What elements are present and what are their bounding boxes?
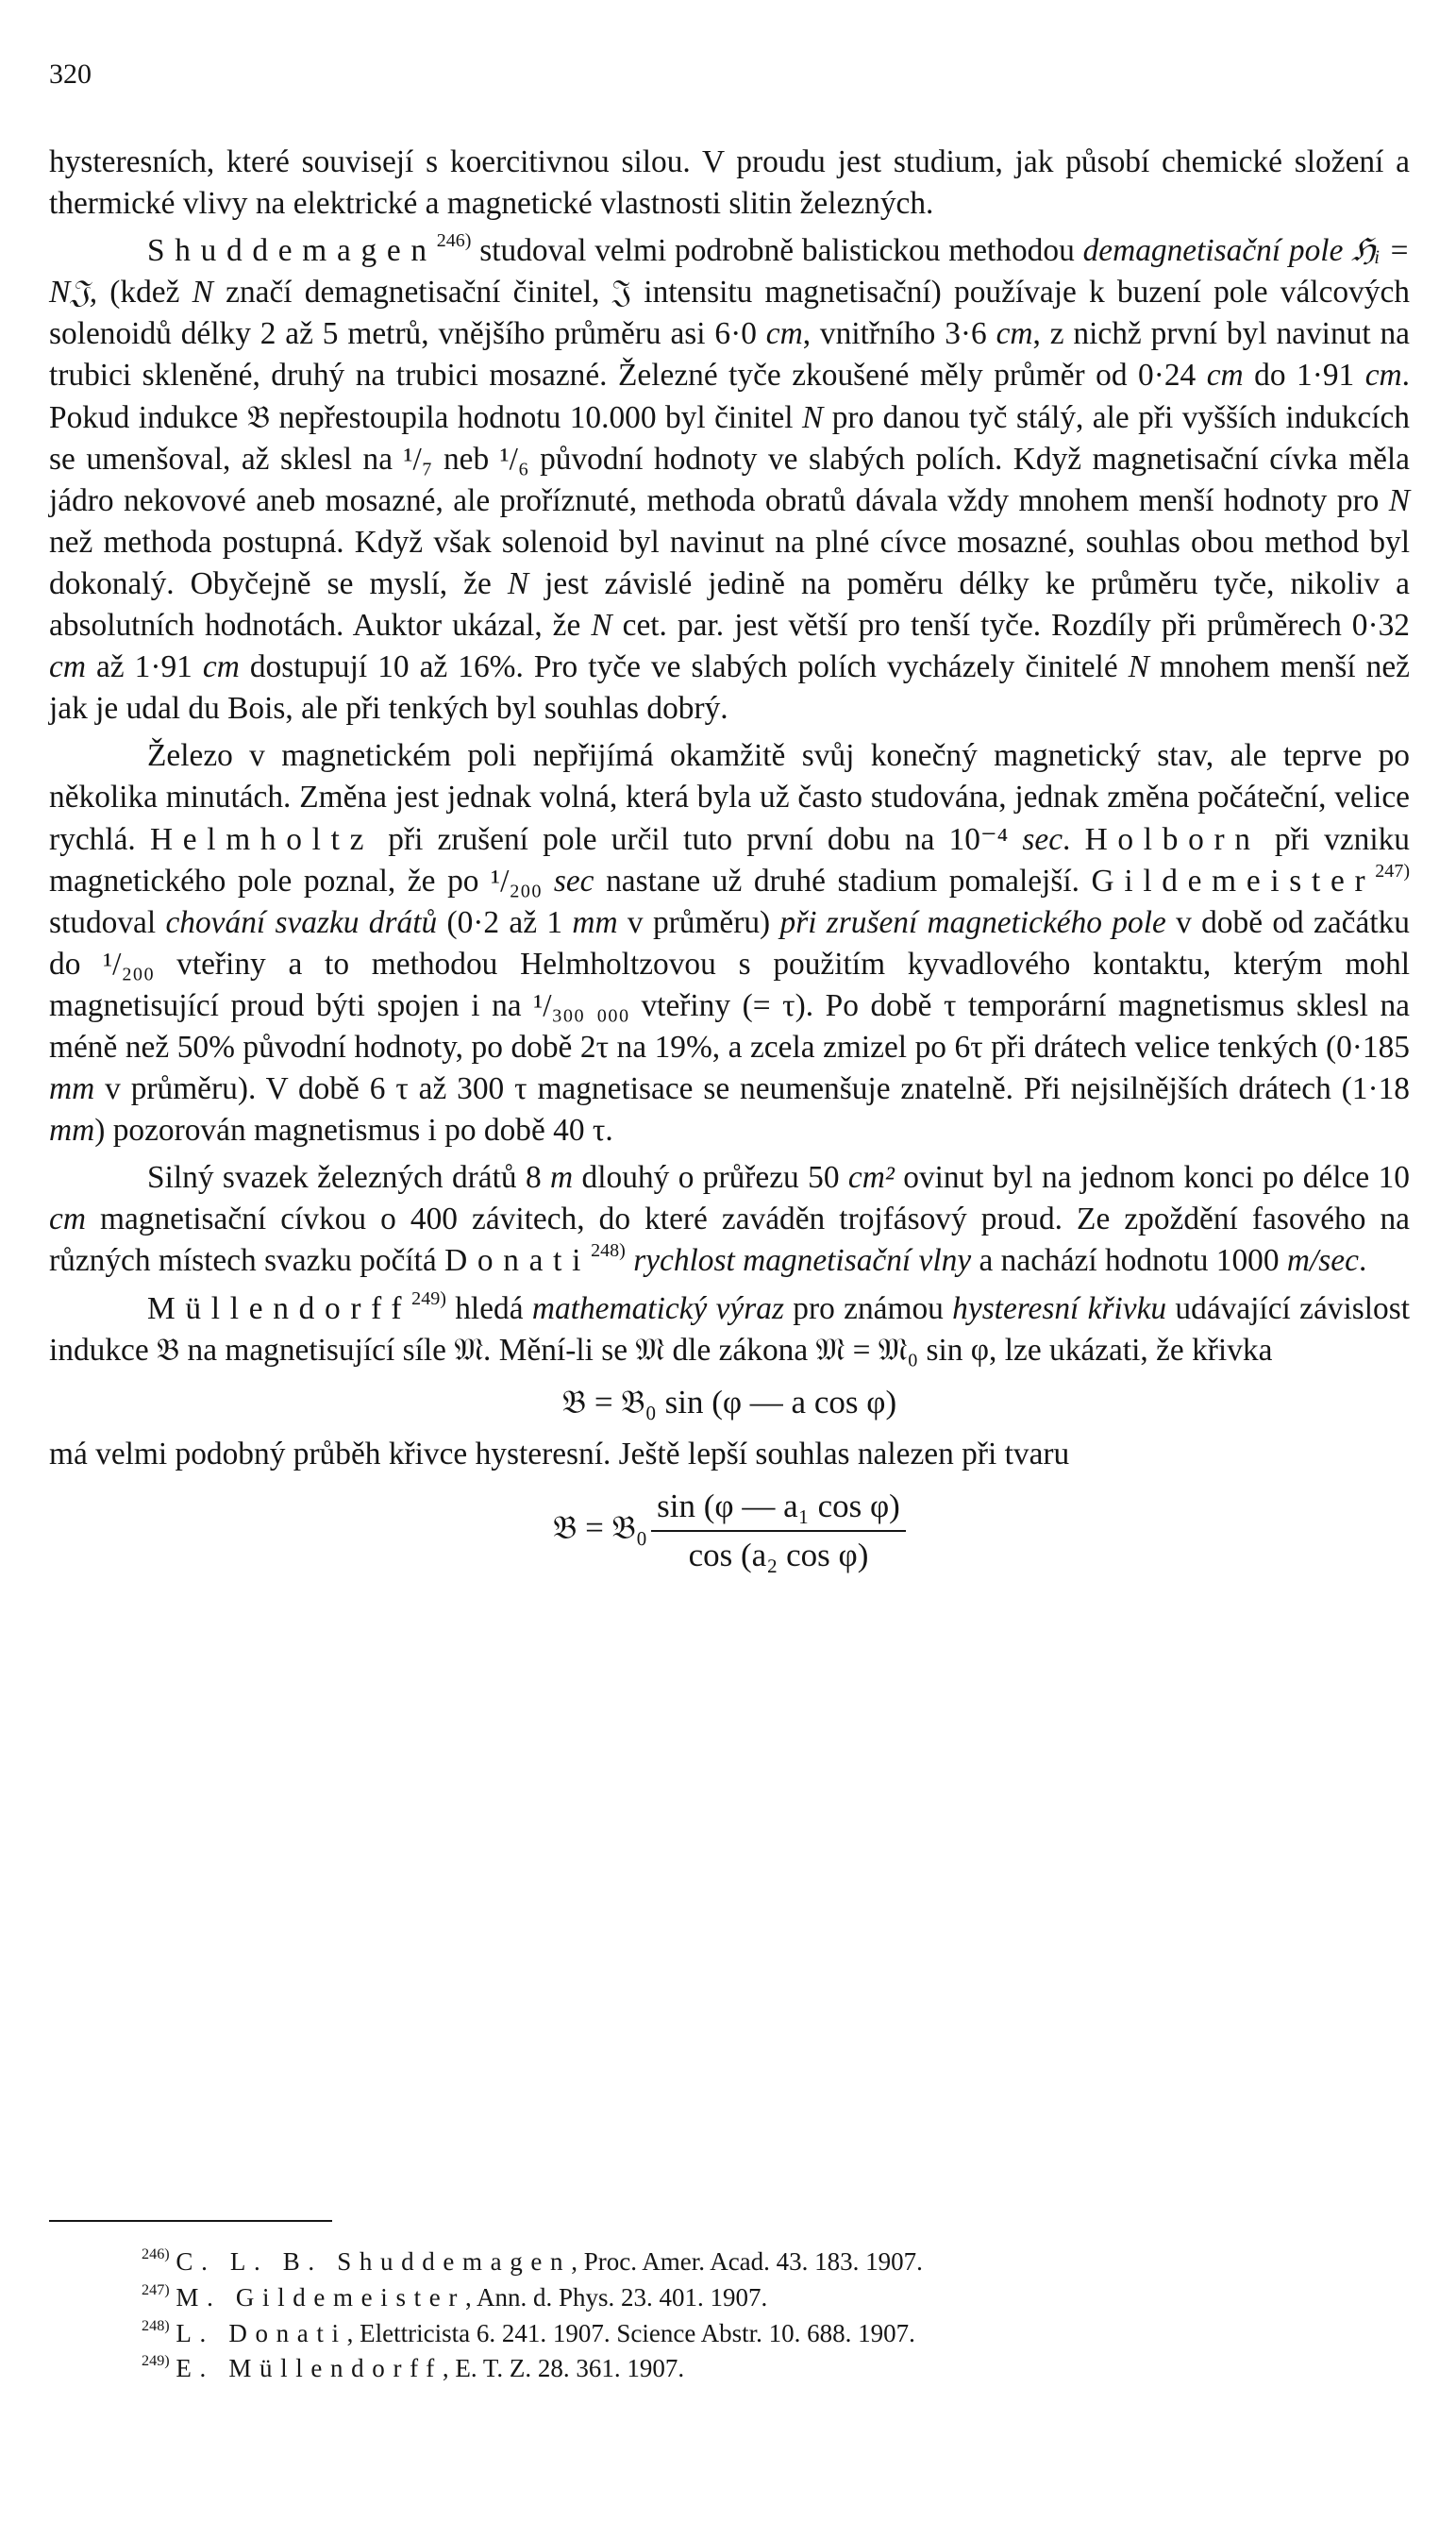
text-run: , vnitřního 3·6 — [802, 316, 996, 352]
paragraph-5 — [49, 1288, 1410, 1371]
text-run: Silný svazek železných drátů 8 — [147, 1160, 551, 1196]
unit: mm — [49, 1071, 95, 1107]
text-run: při vzniku magnetického pole poznal, že po ¹/₂₀₀ — [49, 821, 1410, 899]
symbol: N — [1388, 482, 1410, 518]
unit: cm — [49, 649, 86, 685]
text-run: a nachází hodnotu 1000 — [971, 1243, 1287, 1279]
term: mathematický výraz — [531, 1290, 784, 1326]
author-name: Shuddemagen — [147, 233, 437, 269]
text-run: udávající závislost indukce 𝔅 na magnetisující síle 𝔐. Mění-li se 𝔐 dle zákona 𝔐 = 𝔐₀ sin φ, lze ukázati, že křivka — [49, 1290, 1410, 1368]
paragraph-2 — [49, 230, 1410, 730]
footnote-mark: 246) — [142, 2245, 170, 2262]
footnote-text: , Proc. Amer. Acad. 43. 183. 1907. — [571, 2247, 923, 2276]
text-run: hledá — [445, 1290, 532, 1326]
text-run: do 1·91 — [1243, 358, 1365, 394]
text-run: v době od začátku do ¹/₂₀₀ vteřiny a to methodou Helmholtzovou s použitím kyvadlového kontaktu, kterým mohl magnetisující proud býti spojen i na ¹/₃₀₀ ₀₀₀ vteřiny (= τ). Po době τ temporární magnetismus sklesl na méně než 50% původní hodnoty, po době 2τ na 19%, a zcela zmizel po 6τ při drátech velice tenkých (0·185 — [49, 904, 1410, 1065]
unit: cm — [49, 1202, 86, 1237]
text-run: v průměru). V době 6 τ až 300 τ magnetisace se neumenšuje znatelně. Při nejsilnějších drátech (1·18 — [94, 1071, 1410, 1107]
text-run: ovinut byl na jednom konci po délce 10 — [894, 1160, 1410, 1196]
footnote — [142, 2351, 1368, 2387]
symbol: N — [1128, 649, 1149, 685]
text-run: dlouhý o průřezu 50 — [573, 1160, 848, 1196]
term: demagnetisační pole — [1082, 233, 1344, 269]
text-run: než methoda postupná. Když však solenoid byl navinut na plné cívce mosazné, souhlas obou method byl dokonalý. Obyčejně se myslí, že — [49, 524, 1410, 601]
text-run: v průměru) — [617, 904, 780, 940]
formula-1: 𝔅 = 𝔅₀ sin (φ — a cos φ) — [561, 1383, 897, 1421]
formula-2 — [49, 1485, 1410, 1577]
unit: m — [550, 1160, 574, 1196]
unit: cm — [1364, 358, 1402, 394]
author-name: Donati — [444, 1243, 592, 1279]
unit: m/sec — [1286, 1243, 1359, 1279]
footnote-ref[interactable]: 246) — [436, 230, 472, 252]
text-run: pro známou — [783, 1290, 953, 1326]
unit: cm — [202, 649, 240, 685]
footnote — [142, 2316, 1368, 2352]
paragraph-4 — [49, 1157, 1410, 1282]
text-run: nastane už druhé stadium pomalejší. — [594, 863, 1092, 899]
term: hysteresní křivku — [952, 1290, 1167, 1326]
unit: cm² — [847, 1160, 895, 1196]
text-run: až 1·91 — [85, 649, 203, 685]
text-run: (kdež — [97, 275, 192, 311]
author-name: Gildemeister — [1091, 863, 1376, 899]
text-run: jest závislé jedině na poměru délky ke průměru tyče, nikoliv a absolutních hodnotách. Auktor ukázal, že — [49, 565, 1410, 644]
text-run: . Pokud indukce 𝔅 nepřestoupila hodnotu 10.000 byl činitel — [49, 358, 1410, 435]
unit: sec — [1022, 821, 1063, 857]
footnotes — [142, 2245, 1368, 2387]
term: při zrušení magnetického pole — [779, 904, 1166, 940]
footnote-mark: 249) — [142, 2352, 170, 2370]
footnote-text: , Elettricista 6. 241. 1907. Science Abstr. 10. 688. 1907. — [346, 2318, 915, 2347]
footnote-ref[interactable]: 247) — [1375, 860, 1410, 882]
unit: cm — [1206, 358, 1244, 394]
text-run: dostupují 10 až 16%. Pro tyče ve slabých polích vycházely činitelé — [239, 649, 1129, 685]
text-run: Železo v magnetickém poli nepřijímá okamžitě svůj konečný magnetický stav, ale teprve po několika minutách. Změna jest jednak volná, která byla už často studována, jednak změna počáteční, velice rychlá. — [49, 738, 1410, 857]
formula-lhs: 𝔅 = 𝔅₀ — [553, 1509, 648, 1547]
symbol: N — [507, 565, 529, 601]
unit: sec — [553, 863, 594, 899]
text-run: pro danou tyč stálý, ale při vyšších indukcích se umenšoval, až sklesl na ¹/₇ neb ¹/₆ původní hodnoty ve slabých polích. Když magnetisační cívka měla jádro nekovové aneb mosazné, ale proříznuté, methoda obratů dávala vždy mnohem menší hodnoty pro — [49, 399, 1410, 518]
unit: cm — [996, 316, 1033, 352]
symbol: N — [192, 275, 213, 311]
unit: mm — [572, 904, 618, 940]
formula-denominator: cos (a₂ cos φ) — [688, 1537, 869, 1574]
formula-fraction — [651, 1485, 906, 1577]
text-run: . — [1063, 821, 1085, 857]
unit: mm — [49, 1113, 95, 1149]
text-run: magnetisační cívkou o 400 závitech, do které zaváděn trojfásový proud. Ze zpoždění fasového na různých místech svazku počítá — [49, 1202, 1410, 1279]
text-run: při zrušení pole určil tuto první dobu na 10⁻⁴ — [374, 821, 1023, 857]
footnote-text: , E. T. Z. 28. 361. 1907. — [442, 2354, 685, 2383]
paragraph-6: má velmi podobný průběh křivce hysteresní. Ještě lepší souhlas nalezen při tvaru — [49, 1436, 1070, 1471]
text-run: značí demagnetisační činitel, 𝔍 intensitu magnetisační) používaje k buzení pole válcových solenoidů délky 2 až 5 metrů, vnějšího průměru asi 6·0 — [49, 275, 1410, 352]
text-run: . — [1358, 1243, 1367, 1279]
symbol: N — [591, 608, 612, 644]
term: chování svazku drátů — [165, 904, 438, 940]
footnote-author: L. Donati — [176, 2318, 347, 2347]
footnote — [142, 2245, 1368, 2280]
footnote-ref[interactable]: 248) — [591, 1240, 626, 1262]
text-run: studoval velmi podrobně balistickou methodou — [471, 233, 1083, 269]
footnote-mark: 248) — [142, 2316, 170, 2334]
text-run: cet. par. jest větší pro tenší tyče. Rozdíly při průměrech 0·32 — [611, 608, 1410, 644]
footnote-author: E. Müllendorff — [176, 2354, 443, 2383]
paragraph-1: hysteresních, které souvisejí s koercitivnou silou. V proudu jest studium, jak působí chemické složení a thermické vlivy na elektrické a magnetické vlastnosti slitin železných. — [49, 144, 1410, 222]
footnote-author: M. Gildemeister — [176, 2282, 465, 2312]
text-run: studoval — [49, 904, 166, 940]
symbol: N — [801, 399, 824, 435]
footnote-ref[interactable]: 249) — [411, 1287, 446, 1309]
text-run: , z nichž první byl navinut na trubici skleněné, druhý na trubici mosazné. Železné tyče zkoušené měly průměr od 0·24 — [49, 316, 1410, 394]
paragraph-3 — [49, 735, 1410, 1152]
formula-numerator: sin (φ — a₁ cos φ) — [651, 1485, 906, 1532]
text-run — [626, 1243, 633, 1278]
text-run: (0·2 až 1 — [437, 904, 573, 940]
text-run: ) pozorován magnetismus i po době 40 τ. — [94, 1113, 613, 1149]
unit: cm — [765, 316, 803, 352]
inline-formula: ℌᵢ = N𝔍, — [49, 233, 1410, 311]
page-number: 320 — [49, 59, 92, 90]
body-text — [49, 142, 1410, 1587]
author-name: Müllendorff — [147, 1290, 412, 1326]
author-name: Helmholtz — [149, 821, 375, 857]
term: rychlost magnetisační vlny — [633, 1243, 972, 1279]
footnote — [142, 2280, 1368, 2316]
footnote-mark: 247) — [142, 2280, 170, 2298]
footnote-author: C. L. B. Shuddemagen — [176, 2247, 572, 2276]
text-run: mnohem menší než jak je udal du Bois, ale při tenkých byl souhlas dobrý. — [49, 649, 1410, 727]
footnote-divider — [49, 2220, 332, 2222]
author-name: Holborn — [1084, 821, 1261, 857]
footnote-text: , Ann. d. Phys. 23. 401. 1907. — [465, 2282, 768, 2312]
